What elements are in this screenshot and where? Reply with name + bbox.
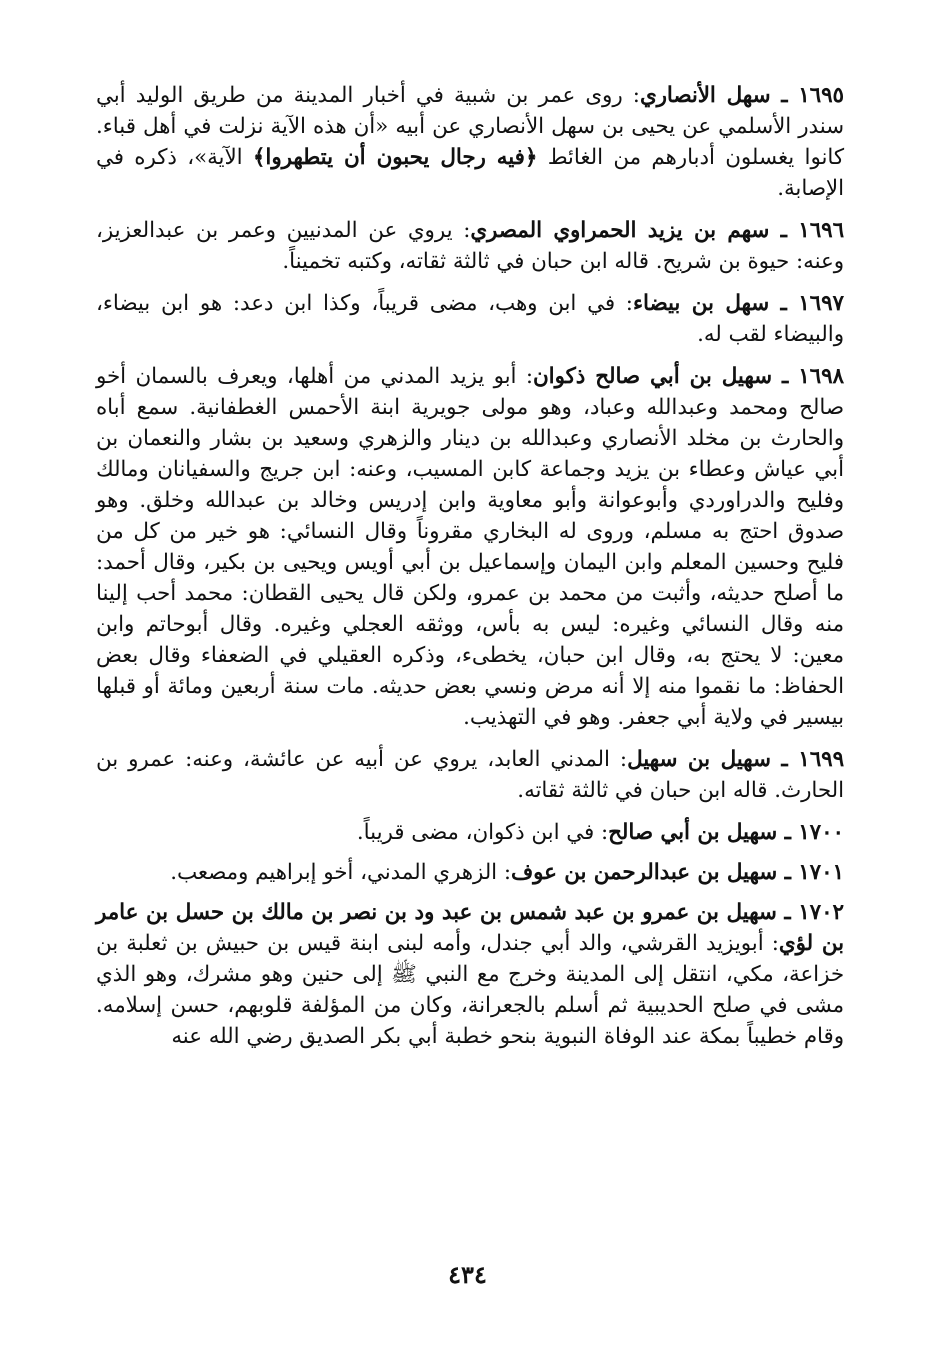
- entry-number: ١٦٩٩: [798, 747, 845, 772]
- entry-1702: [96, 897, 844, 1052]
- entry-1695: [96, 80, 844, 204]
- entry-1698: [96, 361, 844, 733]
- entry-1696: [96, 215, 844, 277]
- entry-number: ١٦٩٨: [798, 364, 844, 389]
- entry-heading: سهيل بن عمرو بن عبد شمس بن عبد ود بن نصر بن مالك بن حسل بن عامر بن لؤي: [96, 900, 845, 956]
- page-number: ٤٣٤: [448, 1260, 487, 1289]
- entry-dash: ـ: [771, 364, 799, 389]
- entry-1700: [96, 817, 844, 848]
- entry-heading: سهيل بن أبي صالح: [608, 820, 778, 845]
- entry-number: ١٧٠١: [798, 860, 844, 885]
- entry-heading: سهل الأنصاري: [639, 83, 771, 108]
- entry-number: ١٦٩٧: [798, 291, 844, 316]
- entry-text: : أبو يزيد المدني من أهلها، ويعرف بالسمان أخو صالح ومحمد وعبدالله وعباد، وهو مولى جويرية ابنة الأحمس الغطفانية. سمع أباه والحارث بن مخلد الأنصاري وعبدالله بن دينار والزهري وسعيد بن بشار والنعمان بن أبي عياش وعطاء بن يزيد وجماعة كابن المسيب، وعنه: ابن جريج والسفيانان ومالك وفليح والدراوردي وأبوعوانة وأبو معاوية وابن إدريس وخالد بن عبدالله وخلق. وهو صدوق احتج به مسلم، وروى له البخاري مقروناً وقال النسائي: هو خير من كل من فليح وحسين المعلم وابن اليمان وإسماعيل بن أبي أويس ويحيى بن بكير، وقال أحمد: ما أصلح حديثه، وأثبت من محمد بن عمرو، ولكن قال يحيى القطان: محمد أحب إلينا منه وقال النسائي وغيره: ليس به بأس، ووثقه العجلي وغيره. وقال أبوحاتم وابن معين: لا يحتج به، وقال ابن حبان، يخطىء، وذكره العقيلي في الضعفاء وقال بعض الحفاظ: ما نقموا منه إلا أنه مرض ونسي بعض حديثه. مات سنة أربعين ومائة أو قبلها بيسير في ولاية أبي جعفر. وهو في التهذيب.: [96, 364, 844, 730]
- entry-text: : يروي عن المدنيين وعمر بن عبدالعزيز، وعنه: حيوة بن شريح. قاله ابن حبان في ثالثة ثقاته، وكتبه تخميناً.: [96, 218, 844, 274]
- entry-number: ١٧٠٠: [798, 820, 844, 845]
- entry-number: ١٦٩٥: [798, 83, 844, 108]
- entry-heading: سهل بن بيضاء: [633, 291, 770, 316]
- entry-text: : الزهري المدني، أخو إبراهيم ومصعب.: [170, 860, 512, 885]
- entry-dash: ـ: [776, 900, 799, 925]
- entry-heading: سهيل بن عبدالرحمن بن عوف: [511, 860, 778, 885]
- quran-quote: ﴿فيه رجال يحبون أن يتطهروا﴾: [252, 145, 538, 170]
- entry-dash: ـ: [770, 83, 799, 108]
- entry-text: : في ابن ذكوان، مضى قريباً.: [356, 820, 609, 845]
- entry-text: : المدني العابد، يروي عن أبيه عن عائشة، وعنه: عمرو بن الحارث. قاله ابن حبان في ثالثة ثقاته.: [96, 747, 844, 803]
- entry-text: : في ابن وهب، مضى قريباً، وكذا ابن دعد: هو ابن بيضاء، والبيضاء لقب له.: [96, 291, 844, 347]
- page-body: [96, 80, 844, 1063]
- entry-dash: ـ: [769, 218, 799, 243]
- entry-text: : أبويزيد القرشي، والد أبي جندل، وأمه لبنى ابنة قيس بن حبيش بن ثعلبة بن خزاعة، مكي، انتقل إلى المدينة وخرج مع النبي ﷺ إلى حنين وهو مشرك، وهو الذي مشى في صلح الحديبية ثم أسلم بالجعرانة، وكان من المؤلفة قلوبهم، حسن إسلامه. وقام خطيباً بمكة عند الوفاة النبوية بنحو خطبة أبي بكر الصديق رضي الله عنه: [96, 931, 844, 1049]
- entry-heading: سهم بن يزيد الحمراوي المصري: [470, 218, 770, 243]
- entry-dash: ـ: [777, 860, 799, 885]
- entry-1699: [96, 744, 844, 806]
- entry-1697: [96, 288, 844, 350]
- entry-heading: سهيل بن سهيل: [627, 747, 771, 772]
- entry-number: ١٧٠٢: [798, 900, 844, 925]
- entry-dash: ـ: [777, 820, 799, 845]
- entry-1701: [96, 857, 844, 888]
- entry-heading: سهيل بن أبي صالح ذكوان: [533, 364, 772, 389]
- entry-text-tail: الآية»، ذكره في الإصابة.: [96, 145, 844, 201]
- entry-dash: ـ: [770, 747, 799, 772]
- entry-dash: ـ: [769, 291, 799, 316]
- entry-text: : روى عمر بن شبية في أخبار المدينة من طريق الوليد أبي سندر الأسلمي عن يحيى بن سهل الأنصاري عن أبيه «أن هذه الآية نزلت في أهل قباء. كانوا يغسلون أدبارهم من الغائط: [96, 83, 845, 170]
- entry-number: ١٦٩٦: [798, 218, 845, 243]
